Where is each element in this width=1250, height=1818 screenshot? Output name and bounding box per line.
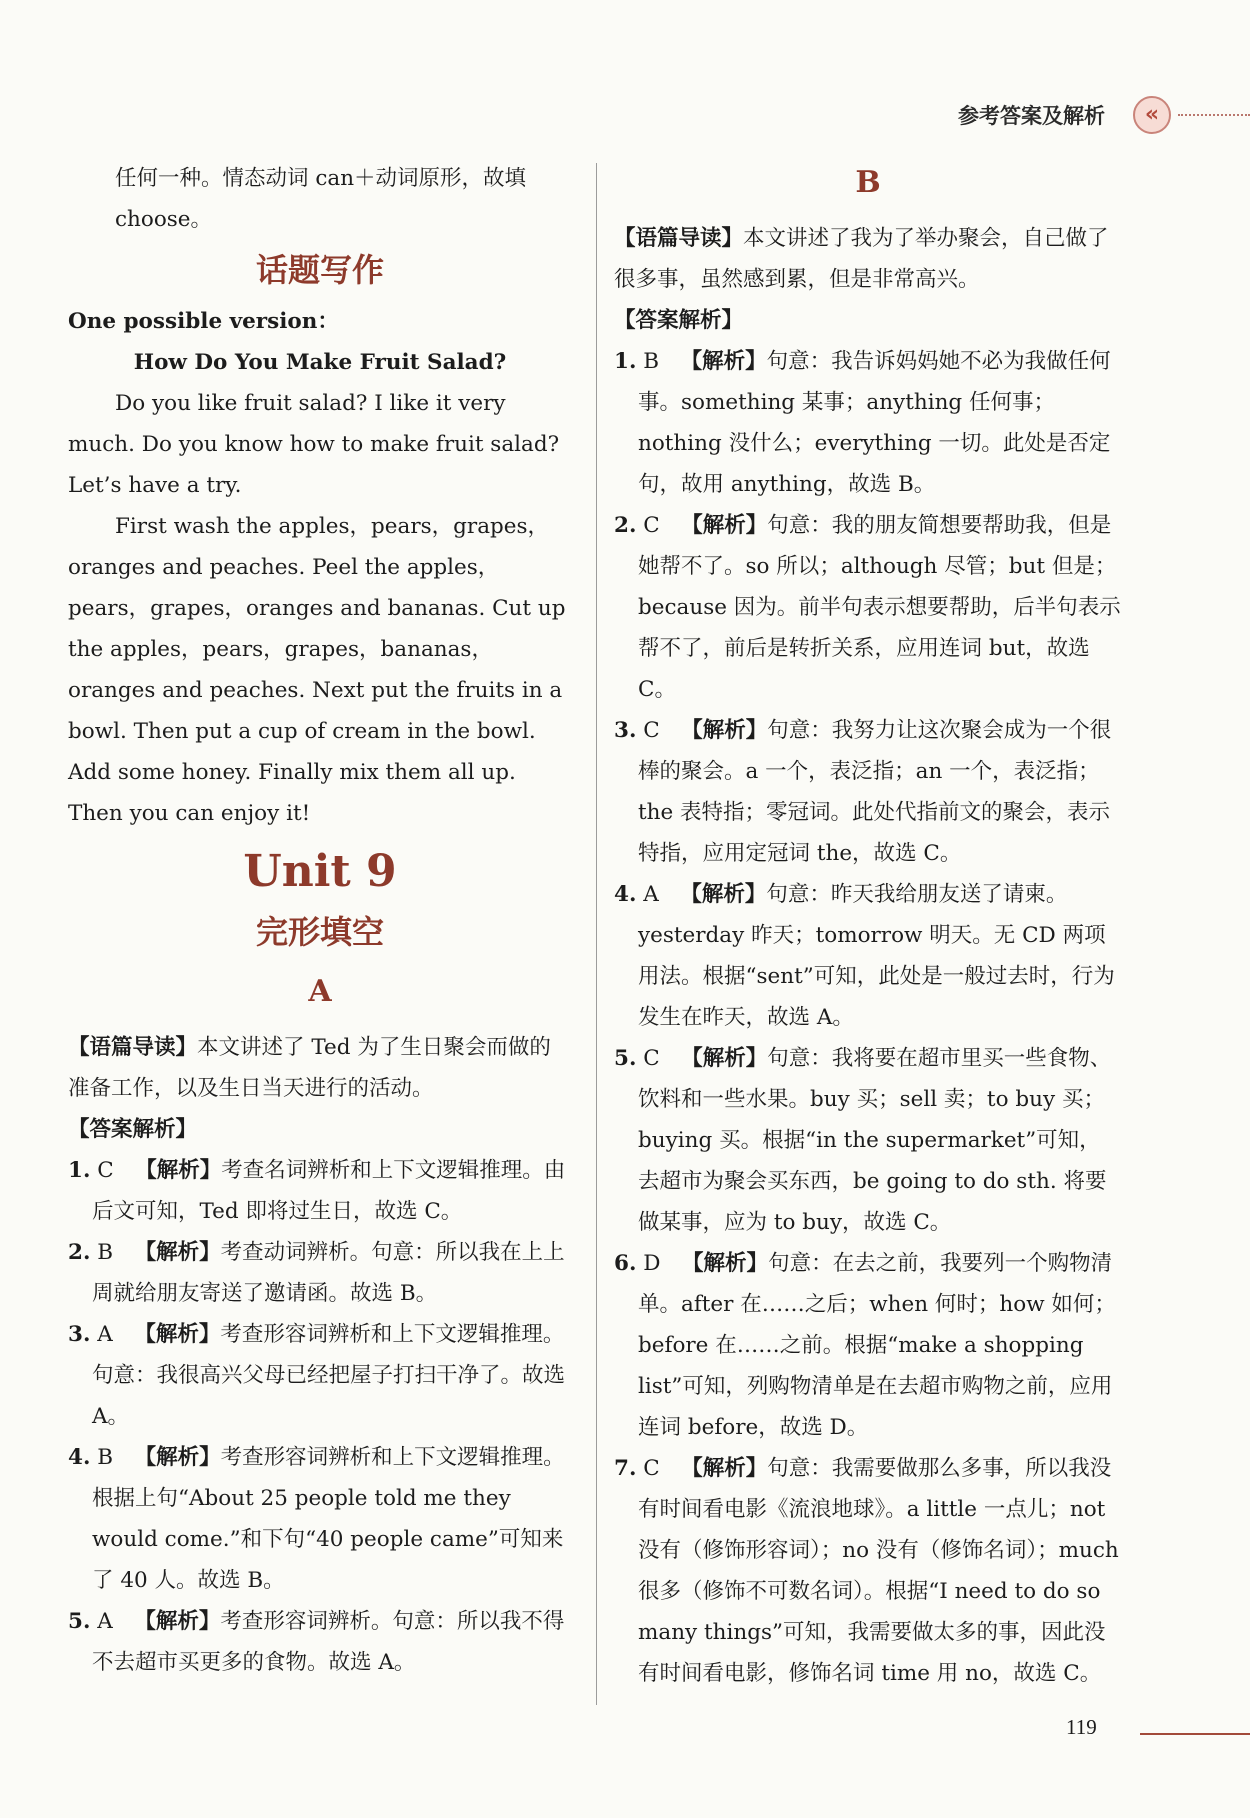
- unit-title: Unit 9: [243, 846, 397, 897]
- right-answer-list: [614, 341, 1122, 1694]
- item-number: 6.: [614, 1251, 637, 1276]
- answers-tag: 【答案解析】: [614, 308, 744, 333]
- page-number: 119: [1066, 1715, 1097, 1739]
- item-analysis-tag: 【解析】: [681, 1456, 768, 1481]
- item-text: 考查形容词辨析。句意：所以我不得不去超市买更多的食物。故选 A。: [92, 1609, 565, 1675]
- item-analysis-tag: 【解析】: [680, 349, 767, 374]
- right-column: [614, 158, 1122, 1694]
- item-text: 考查名词辨析和上下文逻辑推理。由后文可知，Ted 即将过生日，故选 C。: [92, 1158, 566, 1224]
- guide-tag: 【语篇导读】: [614, 226, 744, 251]
- item-text: 句意：我需要做那么多事，所以我没有时间看电影《流浪地球》。a little 一点儿；not 没有（修饰形容词）；no 没有（修饰名词）；much 很多（修饰不可数名词）。根据“I need to do so many things”可知，我需要做太多的事，因此没有时间看电影，修饰名词 time 用 no，故选 C。: [638, 1456, 1119, 1686]
- answer-item: [614, 1243, 1122, 1448]
- item-text: 句意：我告诉妈妈她不必为我做任何事。something 某事；anything 任何事；nothing 没什么；everything 一切。此处是否定句，故用 anything，故选 B。: [638, 349, 1111, 497]
- item-number: 3.: [68, 1322, 91, 1347]
- item-analysis-tag: 【解析】: [681, 1046, 768, 1071]
- guide-paragraph: [68, 1027, 572, 1109]
- item-answer: B: [97, 1240, 114, 1265]
- item-analysis-tag: 【解析】: [135, 1158, 222, 1183]
- answer-item: [68, 1150, 572, 1232]
- essay-title: How Do You Make Fruit Salad?: [133, 350, 507, 375]
- guide-tag: 【语篇导读】: [68, 1035, 198, 1060]
- item-answer: A: [97, 1322, 113, 1347]
- header-title: 参考答案及解析: [958, 104, 1105, 128]
- double-chevron-left-icon: «: [1133, 96, 1171, 134]
- item-number: 4.: [614, 882, 637, 907]
- item-answer: B: [97, 1445, 114, 1470]
- item-text: 句意：我将要在超市里买一些食物、饮料和一些水果。buy 买；sell 卖；to buy 买；buying 买。根据“in the supermarket”可知，去超市为聚会买东西，be going to do sth. 将要做某事，应为 to buy，故选 C。: [638, 1046, 1112, 1235]
- item-analysis-tag: 【解析】: [134, 1322, 221, 1347]
- item-number: 4.: [68, 1445, 91, 1470]
- item-text: 句意：我的朋友简想要帮助我，但是她帮不了。so 所以；although 尽管；but 但是；because 因为。前半句表示想要帮助，后半句表示帮不了，前后是转折关系，应用连词 but，故选 C。: [638, 513, 1121, 702]
- intro-line: 任何一种。情态动词 can＋动词原形，故填: [115, 166, 527, 191]
- item-answer: C: [97, 1158, 114, 1183]
- item-analysis-tag: 【解析】: [680, 882, 767, 907]
- item-number: 1.: [614, 349, 637, 374]
- intro-line-2: choose。: [115, 207, 213, 232]
- guide-text: 本文讲述了我为了举办聚会，自己做了很多事，虽然感到累，但是非常高兴。: [614, 226, 1109, 292]
- answer-item: [614, 710, 1122, 874]
- column-divider: [596, 163, 597, 1705]
- item-number: 5.: [68, 1609, 91, 1634]
- item-analysis-tag: 【解析】: [134, 1445, 221, 1470]
- answer-item: [68, 1437, 572, 1601]
- item-analysis-tag: 【解析】: [134, 1240, 221, 1265]
- answer-item: [614, 341, 1122, 505]
- item-text: 句意：我努力让这次聚会成为一个很棒的聚会。a 一个，表泛指；an 一个，表泛指；the 表特指；零冠词。此处代指前文的聚会，表示特指，应用定冠词 the，故选 C。: [638, 718, 1112, 866]
- answer-item: [614, 505, 1122, 710]
- answer-item: [614, 1448, 1122, 1694]
- answer-item: [68, 1601, 572, 1683]
- part-b-label: B: [855, 165, 881, 200]
- answers-tag: 【答案解析】: [68, 1117, 198, 1142]
- cloze-title: 完形填空: [255, 913, 384, 951]
- item-answer: B: [643, 349, 660, 374]
- essay-paragraph-2: First wash the apples，pears，grapes，oranges and peaches. Peel the apples，pears，grapes，oranges and bananas. Cut up the apples，pears，grapes，bananas，oranges and peaches. Next put the fruits in a bowl. Then put a cup of cream in the bowl. Add some honey. Finally mix them all up. Then you can enjoy it!: [68, 514, 566, 826]
- item-answer: C: [643, 718, 660, 743]
- essay-paragraph-1: Do you like fruit salad? I like it very much. Do you know how to make fruit salad? Let’s have a try.: [68, 391, 560, 498]
- writing-title: 话题写作: [255, 251, 384, 289]
- item-number: 2.: [614, 513, 637, 538]
- item-text: 考查动词辨析。句意：所以我在上上周就给朋友寄送了邀请函。故选 B。: [92, 1240, 565, 1306]
- answer-item: [614, 1038, 1122, 1243]
- item-answer: A: [97, 1609, 113, 1634]
- item-text: 句意：在去之前，我要列一个购物清单。after 在……之后；when 何时；how 如何；before 在……之前。根据“make a shopping list”可知，列购物清单是在去超市购物之前，应用连词 before，故选 D。: [638, 1251, 1116, 1440]
- item-analysis-tag: 【解析】: [681, 718, 768, 743]
- item-text: 考查形容词辨析和上下文逻辑推理。句意：我很高兴父母已经把屋子打扫干净了。故选 A。: [92, 1322, 566, 1429]
- header-dotted-rule: [1178, 114, 1250, 116]
- answer-item: [68, 1232, 572, 1314]
- item-answer: C: [643, 513, 660, 538]
- item-number: 1.: [68, 1158, 91, 1183]
- page-header: [950, 96, 1250, 136]
- item-analysis-tag: 【解析】: [134, 1609, 221, 1634]
- item-text: 考查形容词辨析和上下文逻辑推理。根据上句“About 25 people told me they would come.”和下句“40 people came”可知来了 40 人。故选 B。: [92, 1445, 565, 1593]
- version-label: One possible version：: [68, 309, 339, 334]
- answer-item: [68, 1314, 572, 1437]
- answer-item: [614, 874, 1122, 1038]
- item-answer: D: [643, 1251, 661, 1276]
- part-a-label: A: [308, 974, 332, 1009]
- footer-rule: [1140, 1733, 1250, 1735]
- item-number: 5.: [614, 1046, 637, 1071]
- item-number: 3.: [614, 718, 637, 743]
- item-analysis-tag: 【解析】: [681, 513, 768, 538]
- item-number: 7.: [614, 1456, 637, 1481]
- item-text: 句意：昨天我给朋友送了请柬。yesterday 昨天；tomorrow 明天。无 CD 两项用法。根据“sent”可知，此处是一般过去时，行为发生在昨天，故选 A。: [638, 882, 1115, 1030]
- guide-paragraph: [614, 218, 1122, 300]
- item-analysis-tag: 【解析】: [682, 1251, 769, 1276]
- item-answer: C: [643, 1456, 660, 1481]
- guide-text: 本文讲述了 Ted 为了生日聚会而做的准备工作，以及生日当天进行的活动。: [68, 1035, 551, 1101]
- item-number: 2.: [68, 1240, 91, 1265]
- item-answer: C: [643, 1046, 660, 1071]
- item-answer: A: [643, 882, 659, 907]
- left-column: [68, 158, 572, 1683]
- left-answer-list: [68, 1150, 572, 1683]
